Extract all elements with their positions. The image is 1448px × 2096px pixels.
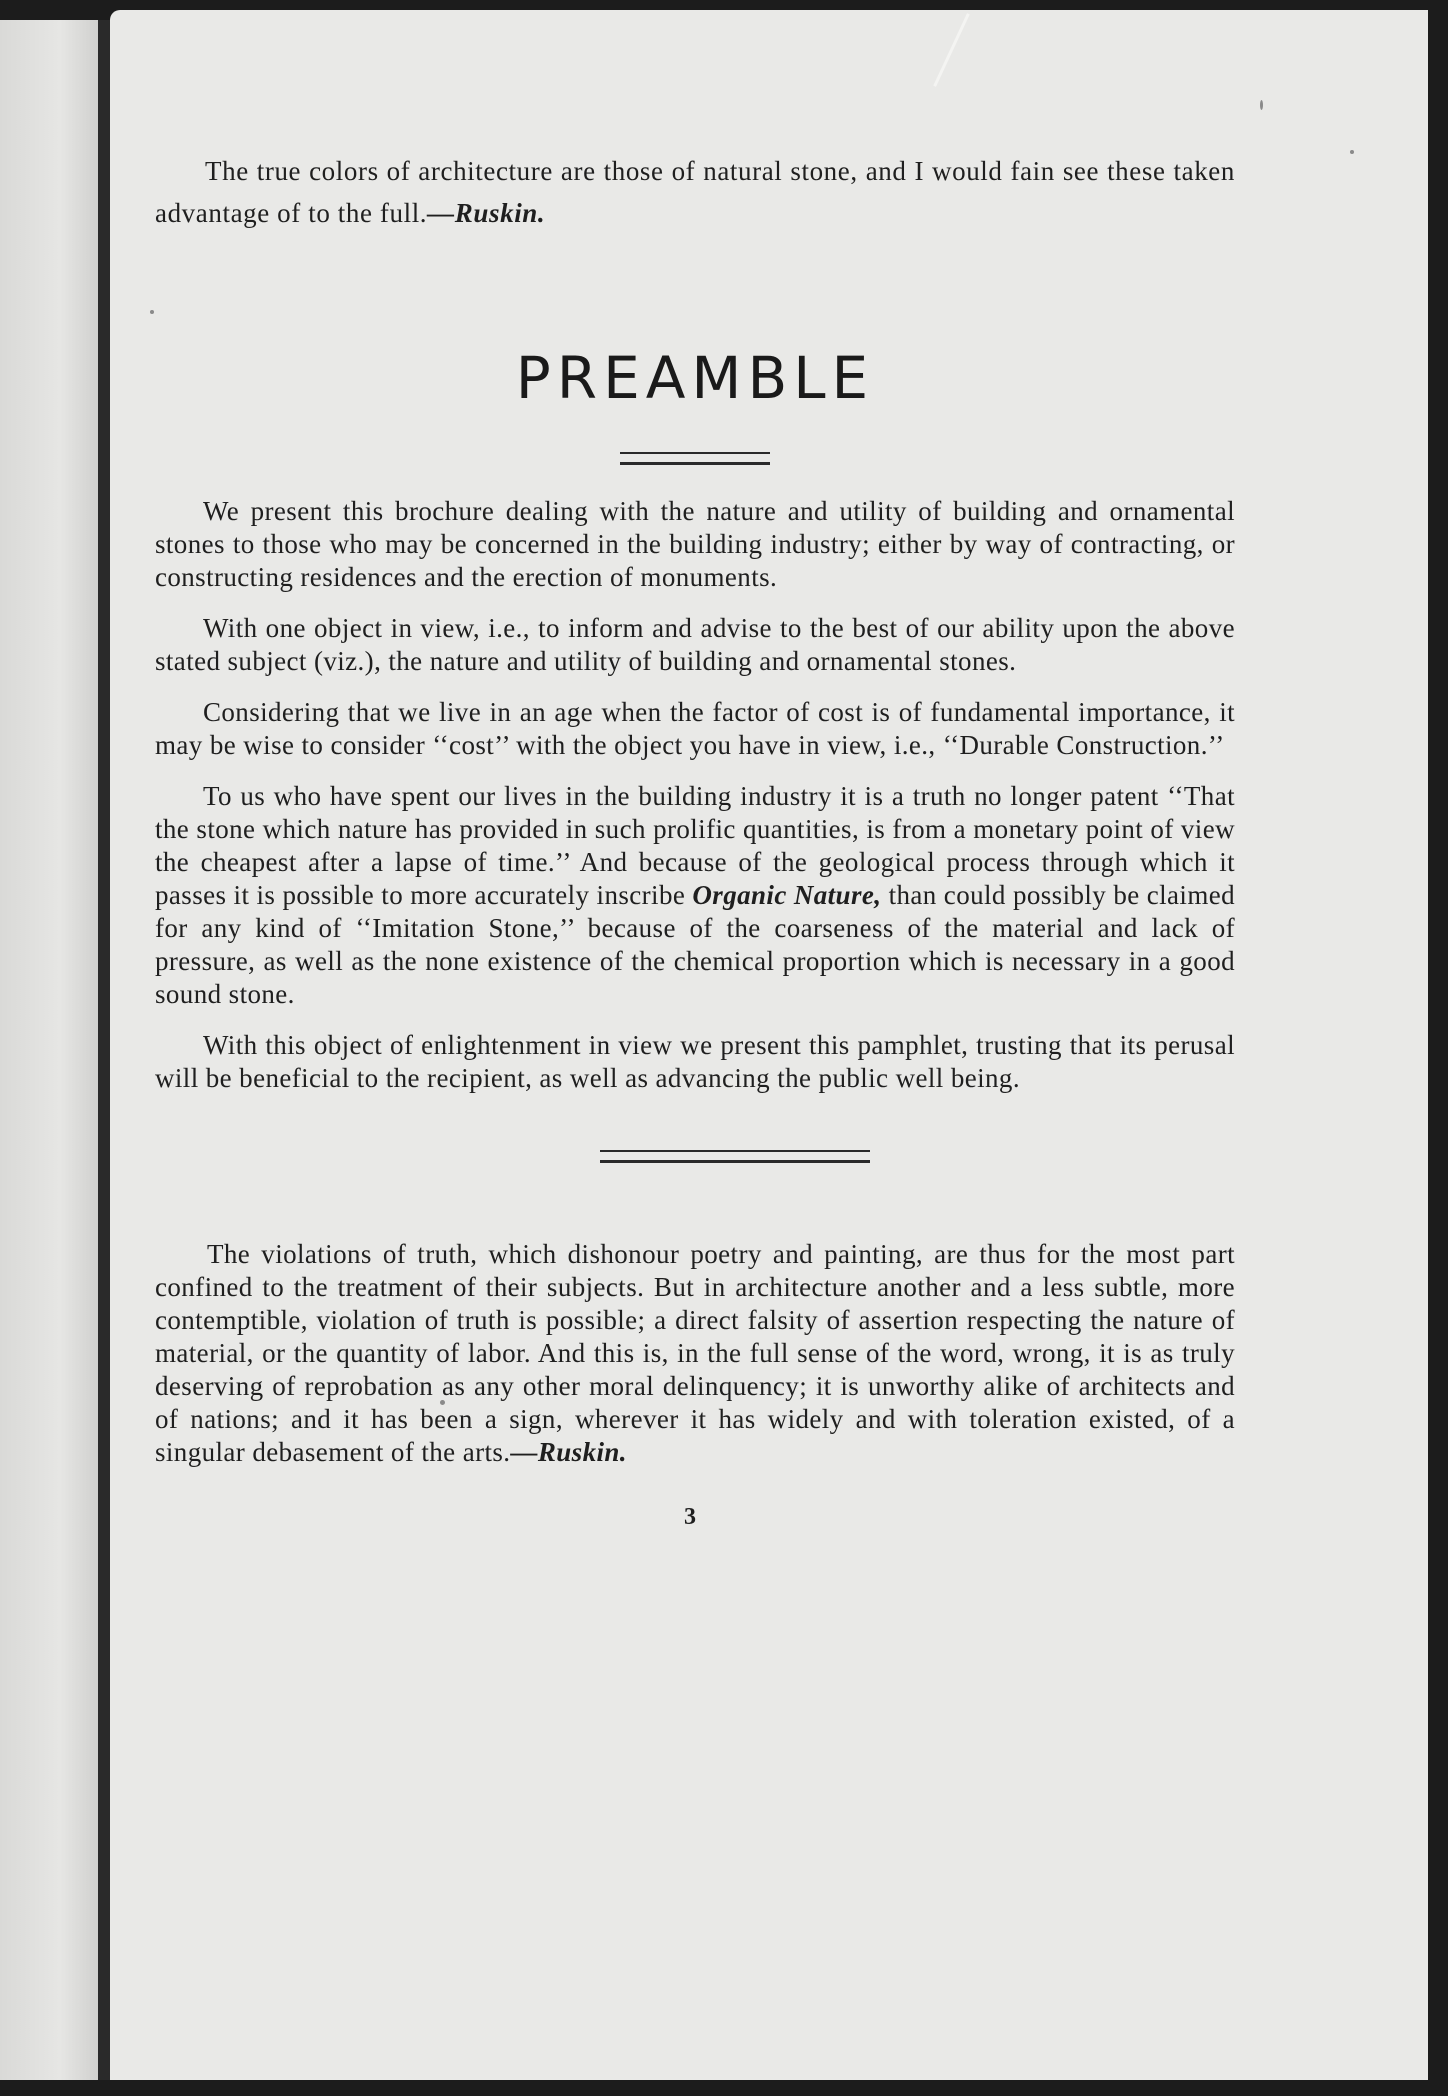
- page-title: PREAMBLE: [515, 344, 875, 412]
- preamble-paragraph: Considering that we live in an age when the factor of cost is of fundamental importance, it may be wise to consider ‘‘cost’’ with the object you have in view, i.e., ‘‘Durable Construction.’’: [155, 697, 1235, 760]
- preamble-paragraph: With one object in view, i.e., to inform and advise to the best of our ability upon the above stated subject (viz.), the nature and utility of building and ornamental stones.: [155, 613, 1235, 676]
- book-gutter: [98, 20, 110, 2080]
- paragraph-text: than could possibly be claimed for any kind of ‘‘Imitation Stone,’’ because of the coarseness of the material and lack of pressure, as well as the none existence of the chemical proportion which is necessary in a good sound stone.: [155, 880, 1236, 1009]
- dust-speck: [150, 310, 154, 314]
- closing-quote-text: The violations of truth, which dishonour poetry and painting, are thus for the most part confined to the treatment of their subjects. But in architecture another and a less subtle, more contemptible, violation of truth is possible; a direct falsity of assertion respecting the nature of material, or the quantity of labor. And this is, in the full sense of the word, wrong, it is as truly deserving of reprobation as any other moral delinquency; it is unworthy alike of architects and of nations; and it has been a sign, wherever it has widely and with toleration existed, of a singular debasement of the arts.: [155, 1239, 1235, 1467]
- scan-scratch: [933, 13, 970, 87]
- dust-speck: [1260, 100, 1263, 110]
- emphasis-text: Organic Nature,: [692, 880, 882, 910]
- closing-quote: [155, 1238, 1235, 1469]
- page-number: 3: [684, 1504, 696, 1530]
- epigraph: [155, 150, 1235, 234]
- page-content: [155, 150, 1235, 1531]
- closing-quote-attribution: —Ruskin.: [510, 1437, 627, 1467]
- epigraph-attribution: —Ruskin.: [427, 198, 546, 228]
- section-double-rule: [600, 1150, 870, 1163]
- epigraph-text: The true colors of architecture are those of natural stone, and I would fain see these taken advantage of to the full.: [155, 156, 1235, 228]
- preamble-paragraph: [155, 780, 1235, 1011]
- dust-speck: [1350, 150, 1354, 154]
- facing-page-edge: [0, 20, 100, 2080]
- preamble-paragraph: With this object of enlightenment in view we present this pamphlet, trusting that its perusal will be beneficial to the recipient, as well as advancing the public well being.: [155, 1030, 1235, 1093]
- paragraph-text: To us who have spent our lives in the building industry it is a truth no longer patent ‘‘That the stone which nature has provided in such prolific quantities, is from a monetary point of view the cheapest after a lapse of time.’’ And because of the geological process through which it passes it is possible to more accurately inscribe: [155, 781, 1235, 910]
- title-double-rule: [620, 452, 770, 465]
- preamble-paragraph: We present this brochure dealing with the nature and utility of building and ornamental stones to those who may be concerned in the building industry; either by way of contracting, or constructing residences and the erection of monuments.: [155, 496, 1235, 592]
